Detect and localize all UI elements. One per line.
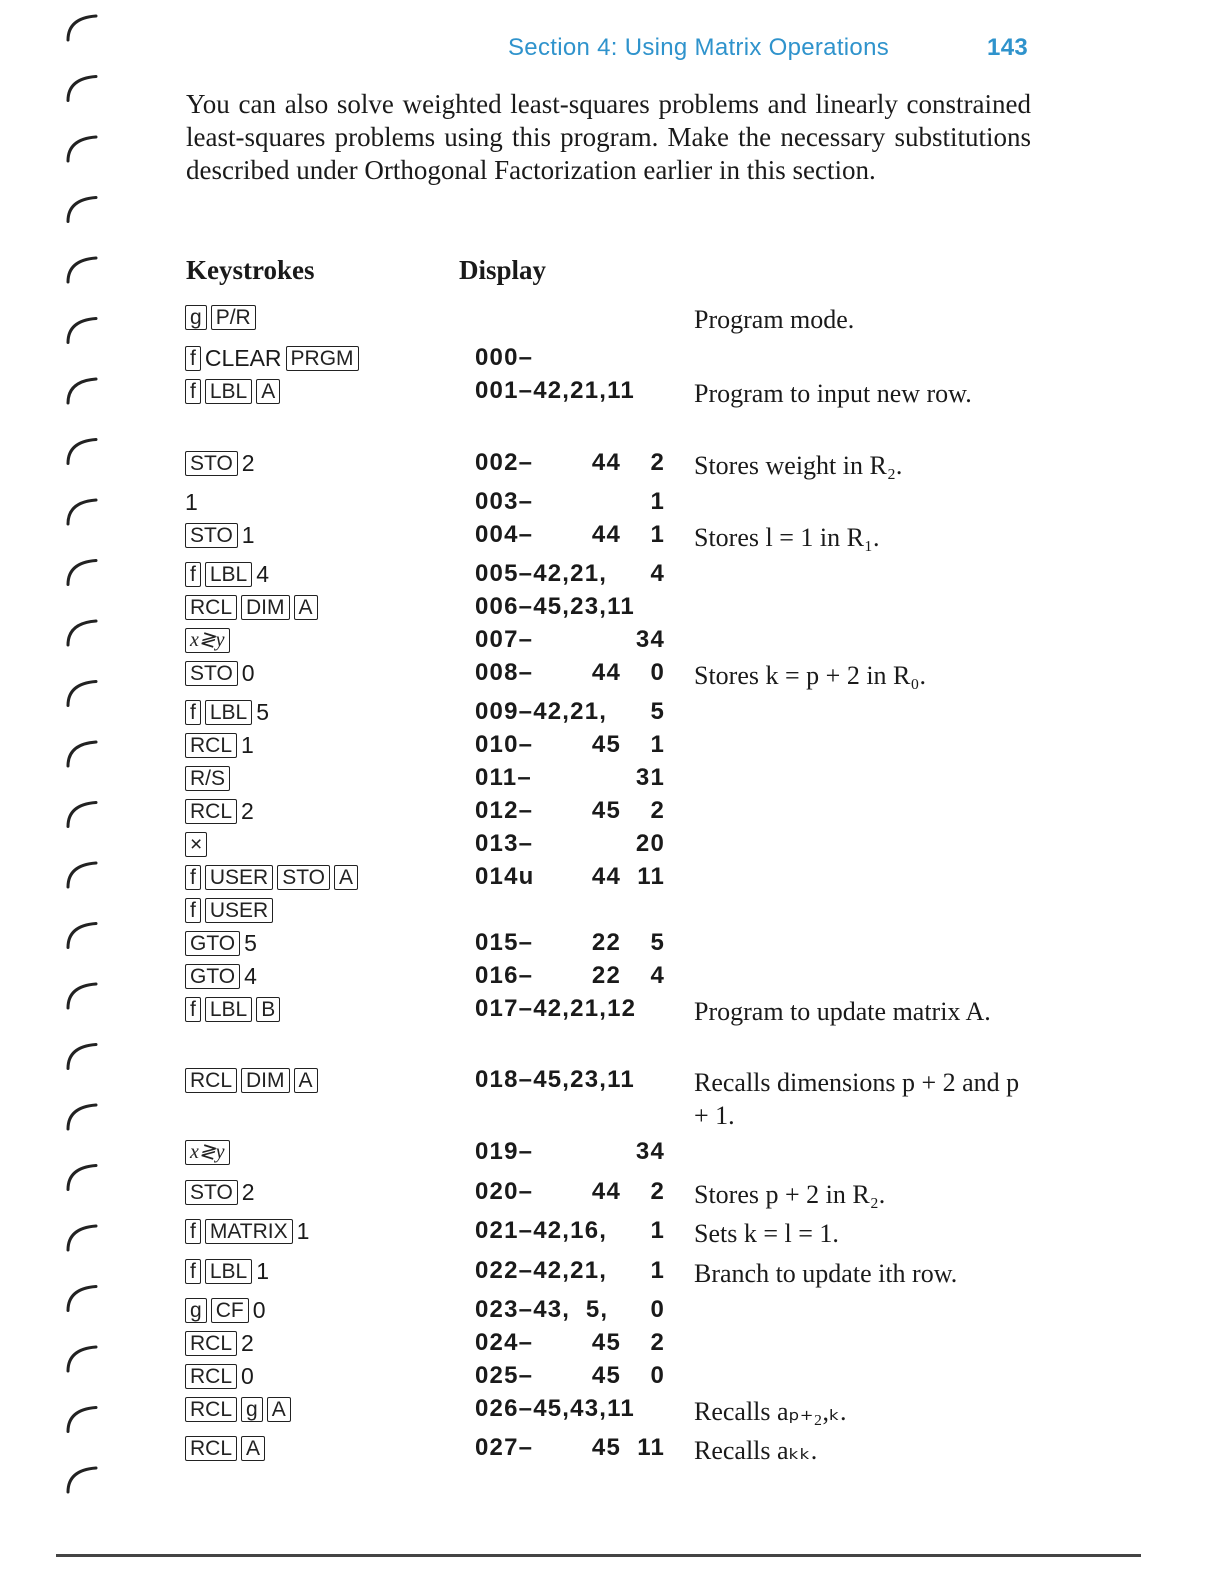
display-code — [475, 989, 665, 1029]
display-line: 004– — [475, 521, 534, 548]
keystroke-sequence — [185, 515, 255, 555]
binding-ring — [68, 258, 96, 282]
keystroke-text: 5 — [244, 929, 257, 956]
calculator-key: STO — [185, 523, 238, 548]
display-line: 005–42,21, — [475, 560, 608, 587]
keystroke-sequence — [185, 1389, 291, 1429]
display-code — [475, 371, 665, 411]
program-line — [0, 1389, 1224, 1429]
line-comment: Stores l = 1 in R₁. — [694, 523, 880, 552]
display-val: 2 — [650, 449, 665, 476]
display-code — [475, 443, 665, 483]
display-code: 45 — [591, 1434, 621, 1461]
display-val: 1 — [650, 1257, 665, 1284]
display-line: 021–42,16, — [475, 1217, 608, 1244]
display-line: 007– — [475, 626, 534, 653]
keystroke-text: 4 — [256, 560, 270, 587]
calculator-key: RCL — [185, 1397, 237, 1422]
display-line: 017–42,21,12 — [475, 995, 637, 1022]
keystroke-text: 1 — [296, 1217, 310, 1244]
page-number: 143 — [987, 34, 1028, 61]
display-line: 011– — [475, 764, 532, 791]
calculator-key: STO — [277, 865, 330, 890]
line-comment: Program to input new row. — [694, 379, 972, 408]
display-code: 45 — [591, 1329, 621, 1356]
keystroke-text: 1 — [241, 521, 255, 548]
calculator-key: f — [185, 997, 201, 1022]
calculator-key: STO — [185, 1180, 238, 1205]
display-line: 002– — [475, 449, 534, 476]
display-line: 014u — [475, 863, 535, 890]
intro-paragraph: You can also solve weighted least-squares problems and linearly constrained least-squares problems using this program. Make the necessary substitutions described under Orthogonal Factorization earlier in this section. — [186, 89, 1031, 185]
program-line — [0, 989, 1224, 1029]
display-val: 34 — [635, 626, 665, 653]
display-val: 2 — [650, 797, 665, 824]
calculator-key: B — [256, 997, 280, 1022]
display-code — [475, 1172, 665, 1212]
line-comment: Program mode. — [694, 305, 855, 334]
calculator-key: f — [185, 1259, 201, 1284]
program-line — [0, 1428, 1224, 1468]
display-code: 45 — [591, 1362, 621, 1389]
calculator-key: A — [241, 1436, 265, 1461]
keystroke-sequence — [185, 1060, 318, 1100]
program-line — [0, 653, 1224, 693]
line-comment: Recalls aₚ₊₂,ₖ. — [694, 1397, 847, 1426]
keystroke-sequence — [185, 1172, 255, 1212]
calculator-key: RCL — [185, 1068, 237, 1093]
calculator-key: RCL — [185, 799, 237, 824]
display-val: 2 — [650, 1329, 665, 1356]
line-comment: Recalls dimensions p + 2 and p + 1. — [694, 1068, 1020, 1130]
keystroke-text: 2 — [241, 1178, 255, 1205]
calculator-key: RCL — [185, 733, 237, 758]
calculator-key: g — [241, 1397, 263, 1422]
calculator-key: LBL — [205, 379, 252, 404]
display-header: Display — [459, 255, 547, 285]
calculator-key: A — [334, 865, 358, 890]
keystroke-text: 1 — [185, 488, 198, 515]
display-code — [475, 515, 665, 555]
display-code — [475, 297, 665, 337]
program-line — [0, 1132, 1224, 1172]
calculator-key: f — [185, 1219, 201, 1244]
calculator-key: USER — [205, 898, 273, 923]
keystroke-sequence — [185, 371, 280, 411]
display-val: 11 — [637, 1434, 665, 1461]
calculator-key: STO — [185, 661, 238, 686]
calculator-key: CF — [211, 1298, 249, 1323]
display-val: 1 — [650, 731, 665, 758]
display-code: 44 — [591, 449, 621, 476]
display-code — [475, 1211, 665, 1251]
keystroke-text: 4 — [244, 962, 257, 989]
calculator-key: x≷y — [185, 628, 230, 653]
calculator-key: RCL — [185, 1331, 237, 1356]
keystroke-sequence — [185, 1428, 265, 1468]
display-line: 009–42,21, — [475, 698, 608, 725]
calculator-key: GTO — [185, 964, 240, 989]
line-comment: Stores k = p + 2 in R₀. — [694, 661, 926, 690]
calculator-key: g — [185, 1298, 207, 1323]
display-code: 44 — [591, 521, 621, 548]
line-comment: Stores p + 2 in R₂. — [694, 1180, 886, 1209]
keystroke-text: 2 — [241, 797, 254, 824]
display-line: 003– — [475, 488, 534, 515]
display-val: 1 — [650, 1217, 665, 1244]
calculator-key: LBL — [205, 700, 252, 725]
calculator-key: RCL — [185, 595, 237, 620]
calculator-key: x≷y — [185, 1140, 230, 1165]
calculator-key: f — [185, 346, 201, 371]
calculator-key: LBL — [205, 1259, 252, 1284]
display-val: 1 — [650, 488, 665, 515]
keystroke-text: 0 — [252, 1296, 266, 1323]
keystroke-sequence — [185, 653, 255, 693]
program-line — [0, 371, 1224, 411]
display-val: 34 — [635, 1138, 665, 1165]
calculator-key: P/R — [211, 305, 256, 330]
calculator-key: DIM — [241, 1068, 290, 1093]
program-line — [0, 1211, 1224, 1251]
display-line: 027– — [475, 1434, 534, 1461]
line-comment: Program to update matrix A. — [694, 997, 991, 1026]
program-line — [0, 1172, 1224, 1212]
display-code — [475, 1389, 665, 1429]
binding-ring — [68, 1468, 96, 1492]
line-comment: Sets k = l = 1. — [694, 1219, 839, 1248]
display-val: 20 — [635, 830, 665, 857]
display-val: 31 — [635, 764, 665, 791]
calculator-key: A — [294, 1068, 318, 1093]
program-line — [0, 443, 1224, 483]
line-comment: Stores weight in R₂. — [694, 451, 903, 480]
calculator-key: A — [267, 1397, 291, 1422]
calculator-key: MATRIX — [205, 1219, 293, 1244]
display-code: 45 — [591, 797, 621, 824]
calculator-key: GTO — [185, 931, 240, 956]
calculator-key: USER — [205, 865, 273, 890]
bottom-rule — [56, 1554, 1141, 1557]
program-line — [0, 1060, 1224, 1130]
display-val: 1 — [650, 521, 665, 548]
display-code — [475, 1132, 665, 1172]
display-line: 026–45,43,11 — [475, 1395, 635, 1422]
display-line: 010– — [475, 731, 534, 758]
display-line: 023–43, 5, — [475, 1296, 609, 1323]
line-comment: Recalls aₖₖ. — [694, 1436, 818, 1465]
display-code: 44 — [591, 863, 621, 890]
display-code: 22 — [591, 929, 621, 956]
calculator-key: STO — [185, 451, 238, 476]
display-line: 022–42,21, — [475, 1257, 608, 1284]
binding-ring — [68, 16, 96, 40]
keystroke-text: 2 — [241, 449, 255, 476]
calculator-key: f — [185, 562, 201, 587]
display-val: 5 — [650, 698, 665, 725]
display-code — [475, 1428, 665, 1468]
display-line: 000– — [475, 344, 534, 371]
display-val: 0 — [650, 1362, 665, 1389]
display-line: 013– — [475, 830, 534, 857]
section-title: Section 4: Using Matrix Operations — [508, 34, 890, 61]
display-val: 0 — [650, 1296, 665, 1323]
display-code — [475, 1060, 665, 1100]
program-line — [0, 297, 1224, 337]
keystroke-sequence — [185, 989, 280, 1029]
display-val: 11 — [637, 863, 665, 890]
calculator-key: LBL — [205, 562, 252, 587]
keystrokes-header: Keystrokes — [186, 255, 315, 285]
display-val: 4 — [650, 560, 665, 587]
calculator-key: A — [256, 379, 280, 404]
display-line: 020– — [475, 1178, 534, 1205]
display-line: 016– — [475, 962, 534, 989]
binding-ring — [68, 198, 96, 222]
keystroke-sequence — [185, 443, 255, 483]
keystroke-text: 0 — [241, 1362, 254, 1389]
calculator-key: PRGM — [286, 346, 359, 371]
display-code — [475, 1251, 665, 1291]
display-line: 018–45,23,11 — [475, 1066, 635, 1093]
calculator-key: f — [185, 898, 201, 923]
keystroke-sequence — [185, 1132, 230, 1172]
display-val: 2 — [650, 1178, 665, 1205]
calculator-key: f — [185, 700, 201, 725]
display-line: 015– — [475, 929, 534, 956]
calculator-key: RCL — [185, 1364, 237, 1389]
keystroke-text: CLEAR — [204, 344, 282, 371]
calculator-key: LBL — [205, 997, 252, 1022]
keystroke-text: 5 — [256, 698, 270, 725]
keystroke-text: 0 — [241, 659, 255, 686]
display-code: 22 — [591, 962, 621, 989]
keystroke-text: 1 — [241, 731, 254, 758]
program-line — [0, 515, 1224, 555]
keystroke-text: 1 — [256, 1257, 270, 1284]
calculator-key: R/S — [185, 766, 230, 791]
keystroke-text: 2 — [241, 1329, 254, 1356]
calculator-key: g — [185, 305, 207, 330]
display-line: 024– — [475, 1329, 534, 1356]
display-line: 019– — [475, 1138, 534, 1165]
display-val: 0 — [650, 659, 665, 686]
display-line: 001–42,21,11 — [475, 377, 635, 404]
calculator-key: RCL — [185, 1436, 237, 1461]
display-code: 44 — [591, 1178, 621, 1205]
display-line: 008– — [475, 659, 534, 686]
calculator-key: A — [294, 595, 318, 620]
display-code: 44 — [591, 659, 621, 686]
display-val: 5 — [650, 929, 665, 956]
calculator-key: f — [185, 379, 201, 404]
display-line: 006–45,23,11 — [475, 593, 635, 620]
calculator-key: DIM — [241, 595, 290, 620]
keystroke-sequence — [185, 1211, 309, 1251]
binding-ring — [68, 77, 96, 101]
binding-ring — [68, 137, 96, 161]
calculator-key: f — [185, 865, 201, 890]
display-line: 012– — [475, 797, 534, 824]
display-val: 4 — [650, 962, 665, 989]
binding-ring — [68, 1105, 96, 1129]
line-comment: Branch to update ith row. — [694, 1259, 958, 1288]
program-line — [0, 1251, 1224, 1291]
display-code — [475, 653, 665, 693]
calculator-key: × — [185, 832, 207, 857]
display-code: 45 — [591, 731, 621, 758]
display-line: 025– — [475, 1362, 534, 1389]
keystroke-sequence — [185, 297, 256, 337]
keystroke-sequence — [185, 1251, 269, 1291]
